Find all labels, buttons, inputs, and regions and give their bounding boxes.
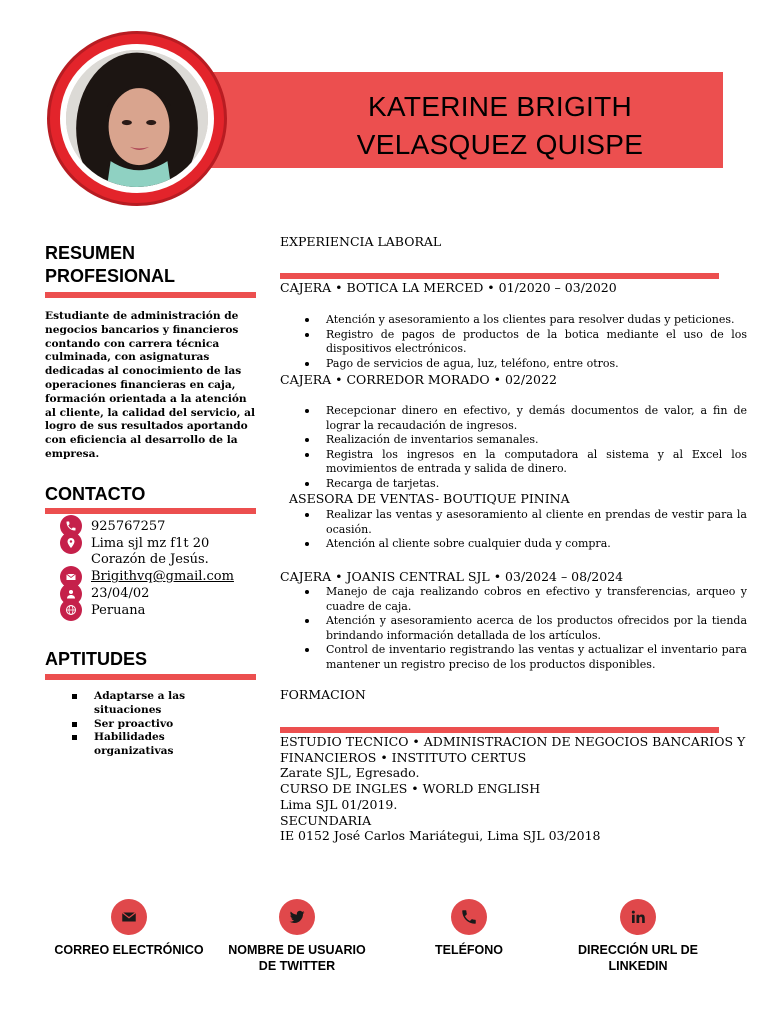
email-icon: [111, 899, 147, 935]
job-bullet: Atención y asesoramiento acerca de los productos ofrecidos por la tienda brindando información detallada de los artículos.: [300, 614, 747, 643]
twitter-icon: [279, 899, 315, 935]
job-bullet: Realización de inventarios semanales.: [300, 433, 747, 448]
linkedin-icon: [620, 899, 656, 935]
job-bullet: Control de inventario registrando las ventas y actualizar el inventario para mantener un registro preciso de los productos disponibles.: [300, 643, 747, 672]
education-list: [280, 734, 745, 844]
email-link[interactable]: Brigithvq@gmail.com: [91, 569, 234, 585]
job-bullets: [300, 585, 747, 672]
job-bullets: [300, 508, 747, 552]
footer-email[interactable]: CORREO ELECTRÓNICO: [44, 899, 214, 958]
job-bullet: Atención y asesoramiento a los clientes para resolver dudas y peticiones.: [300, 313, 747, 328]
education-line: IE 0152 José Carlos Mariátegui, Lima SJL 03/2018: [280, 828, 601, 844]
job-title: ASESORA DE VENTAS- BOUTIQUE PININA: [289, 491, 570, 506]
job-bullets: [300, 404, 747, 491]
contact-birthdate: 23/04/02: [60, 585, 234, 602]
education-line: CURSO DE INGLES • WORLD ENGLISH: [280, 781, 541, 797]
profile-photo: [66, 50, 208, 187]
education-line: Zarate SJL, Egresado.: [280, 765, 420, 781]
footer-twitter[interactable]: NOMBRE DE USUARIO DE TWITTER: [212, 899, 382, 974]
footer-phone[interactable]: TELÉFONO: [384, 899, 554, 958]
job-bullet: Realizar las ventas y asesoramiento al cliente en prendas de vestir para la ocasión.: [300, 508, 747, 537]
experience-heading: EXPERIENCIA LABORAL: [280, 234, 442, 249]
aptitudes-list: [72, 690, 242, 759]
education-line: SECUNDARIA: [280, 812, 372, 828]
summary-text: Estudiante de administración de negocios bancarios y financieros contando con carrera técnica culminada, con asignaturas dedicadas al conocimiento de las operaciones financieras en caja, formación orientada a la atención al cliente, la calidad del servicio, al logro de sus resultados aportando con eficiencia al desarrollo de la empresa.: [45, 310, 255, 460]
aptitude-item: Ser proactivo: [72, 718, 242, 732]
education-divider: [280, 727, 719, 733]
name-line-1: KATERINE BRIGITH: [367, 91, 633, 122]
job-title: CAJERA • CORREDOR MORADO • 02/2022: [280, 372, 557, 387]
job-bullet: Registro de pagos de productos de la botica mediante el uso de los dispositivos electrónicos.: [300, 328, 747, 357]
footer-linkedin[interactable]: DIRECCIÓN URL DE LINKEDIN: [553, 899, 723, 974]
education-line: FINANCIEROS • INSTITUTO CERTUS: [280, 749, 527, 765]
name-line-2: VELASQUEZ QUISPE: [356, 129, 644, 160]
phone-icon: [451, 899, 487, 935]
aptitude-item: Adaptarse a las situaciones: [72, 690, 242, 718]
job-bullet: Atención al cliente sobre cualquier duda y compra.: [300, 537, 747, 552]
contact-nationality: Peruana: [60, 602, 234, 619]
contact-email: [60, 568, 234, 585]
job-bullet: Recarga de tarjetas.: [300, 477, 747, 492]
aptitudes-heading: APTITUDES: [45, 649, 148, 669]
contact-list: [60, 518, 234, 619]
aptitude-item: Habilidades organizativas: [72, 731, 242, 759]
job-bullet: Registra los ingresos en la computadora al sistema y al Excel los movimientos de entrada y salida de dinero.: [300, 448, 747, 477]
contact-divider: [45, 508, 256, 514]
education-heading: FORMACION: [280, 687, 366, 702]
contact-heading: CONTACTO: [45, 484, 146, 504]
profile-photo-frame: [47, 31, 227, 206]
globe-icon: [60, 599, 82, 621]
job-bullet: Pago de servicios de agua, luz, teléfono, entre otros.: [300, 357, 747, 372]
education-line: Lima SJL 01/2019.: [280, 796, 398, 812]
portrait-image: [66, 50, 208, 187]
candidate-name: [300, 88, 700, 164]
job-title: CAJERA • BOTICA LA MERCED • 01/2020 – 03/2020: [280, 280, 617, 295]
experience-divider: [280, 273, 719, 279]
education-line: ESTUDIO TECNICO • ADMINISTRACION DE NEGOCIOS BANCARIOS Y: [280, 734, 746, 749]
contact-address-2: Corazón de Jesús.: [91, 552, 209, 568]
contact-address: Lima sjl mz f1t 20: [60, 535, 234, 552]
summary-divider: [45, 292, 256, 298]
job-bullet: Manejo de caja realizando cobros en efectivo y transferencias, arqueo y cuadre de caja.: [300, 585, 747, 614]
aptitudes-divider: [45, 674, 256, 680]
contact-phone: 925767257: [60, 518, 234, 535]
job-bullets: [300, 313, 747, 371]
job-bullet: Recepcionar dinero en efectivo, y demás documentos de valor, a fin de lograr la recaudación de ingresos.: [300, 404, 747, 433]
summary-heading: RESUMEN PROFESIONAL: [45, 243, 176, 286]
job-title: CAJERA • JOANIS CENTRAL SJL • 03/2024 – 08/2024: [280, 569, 624, 584]
